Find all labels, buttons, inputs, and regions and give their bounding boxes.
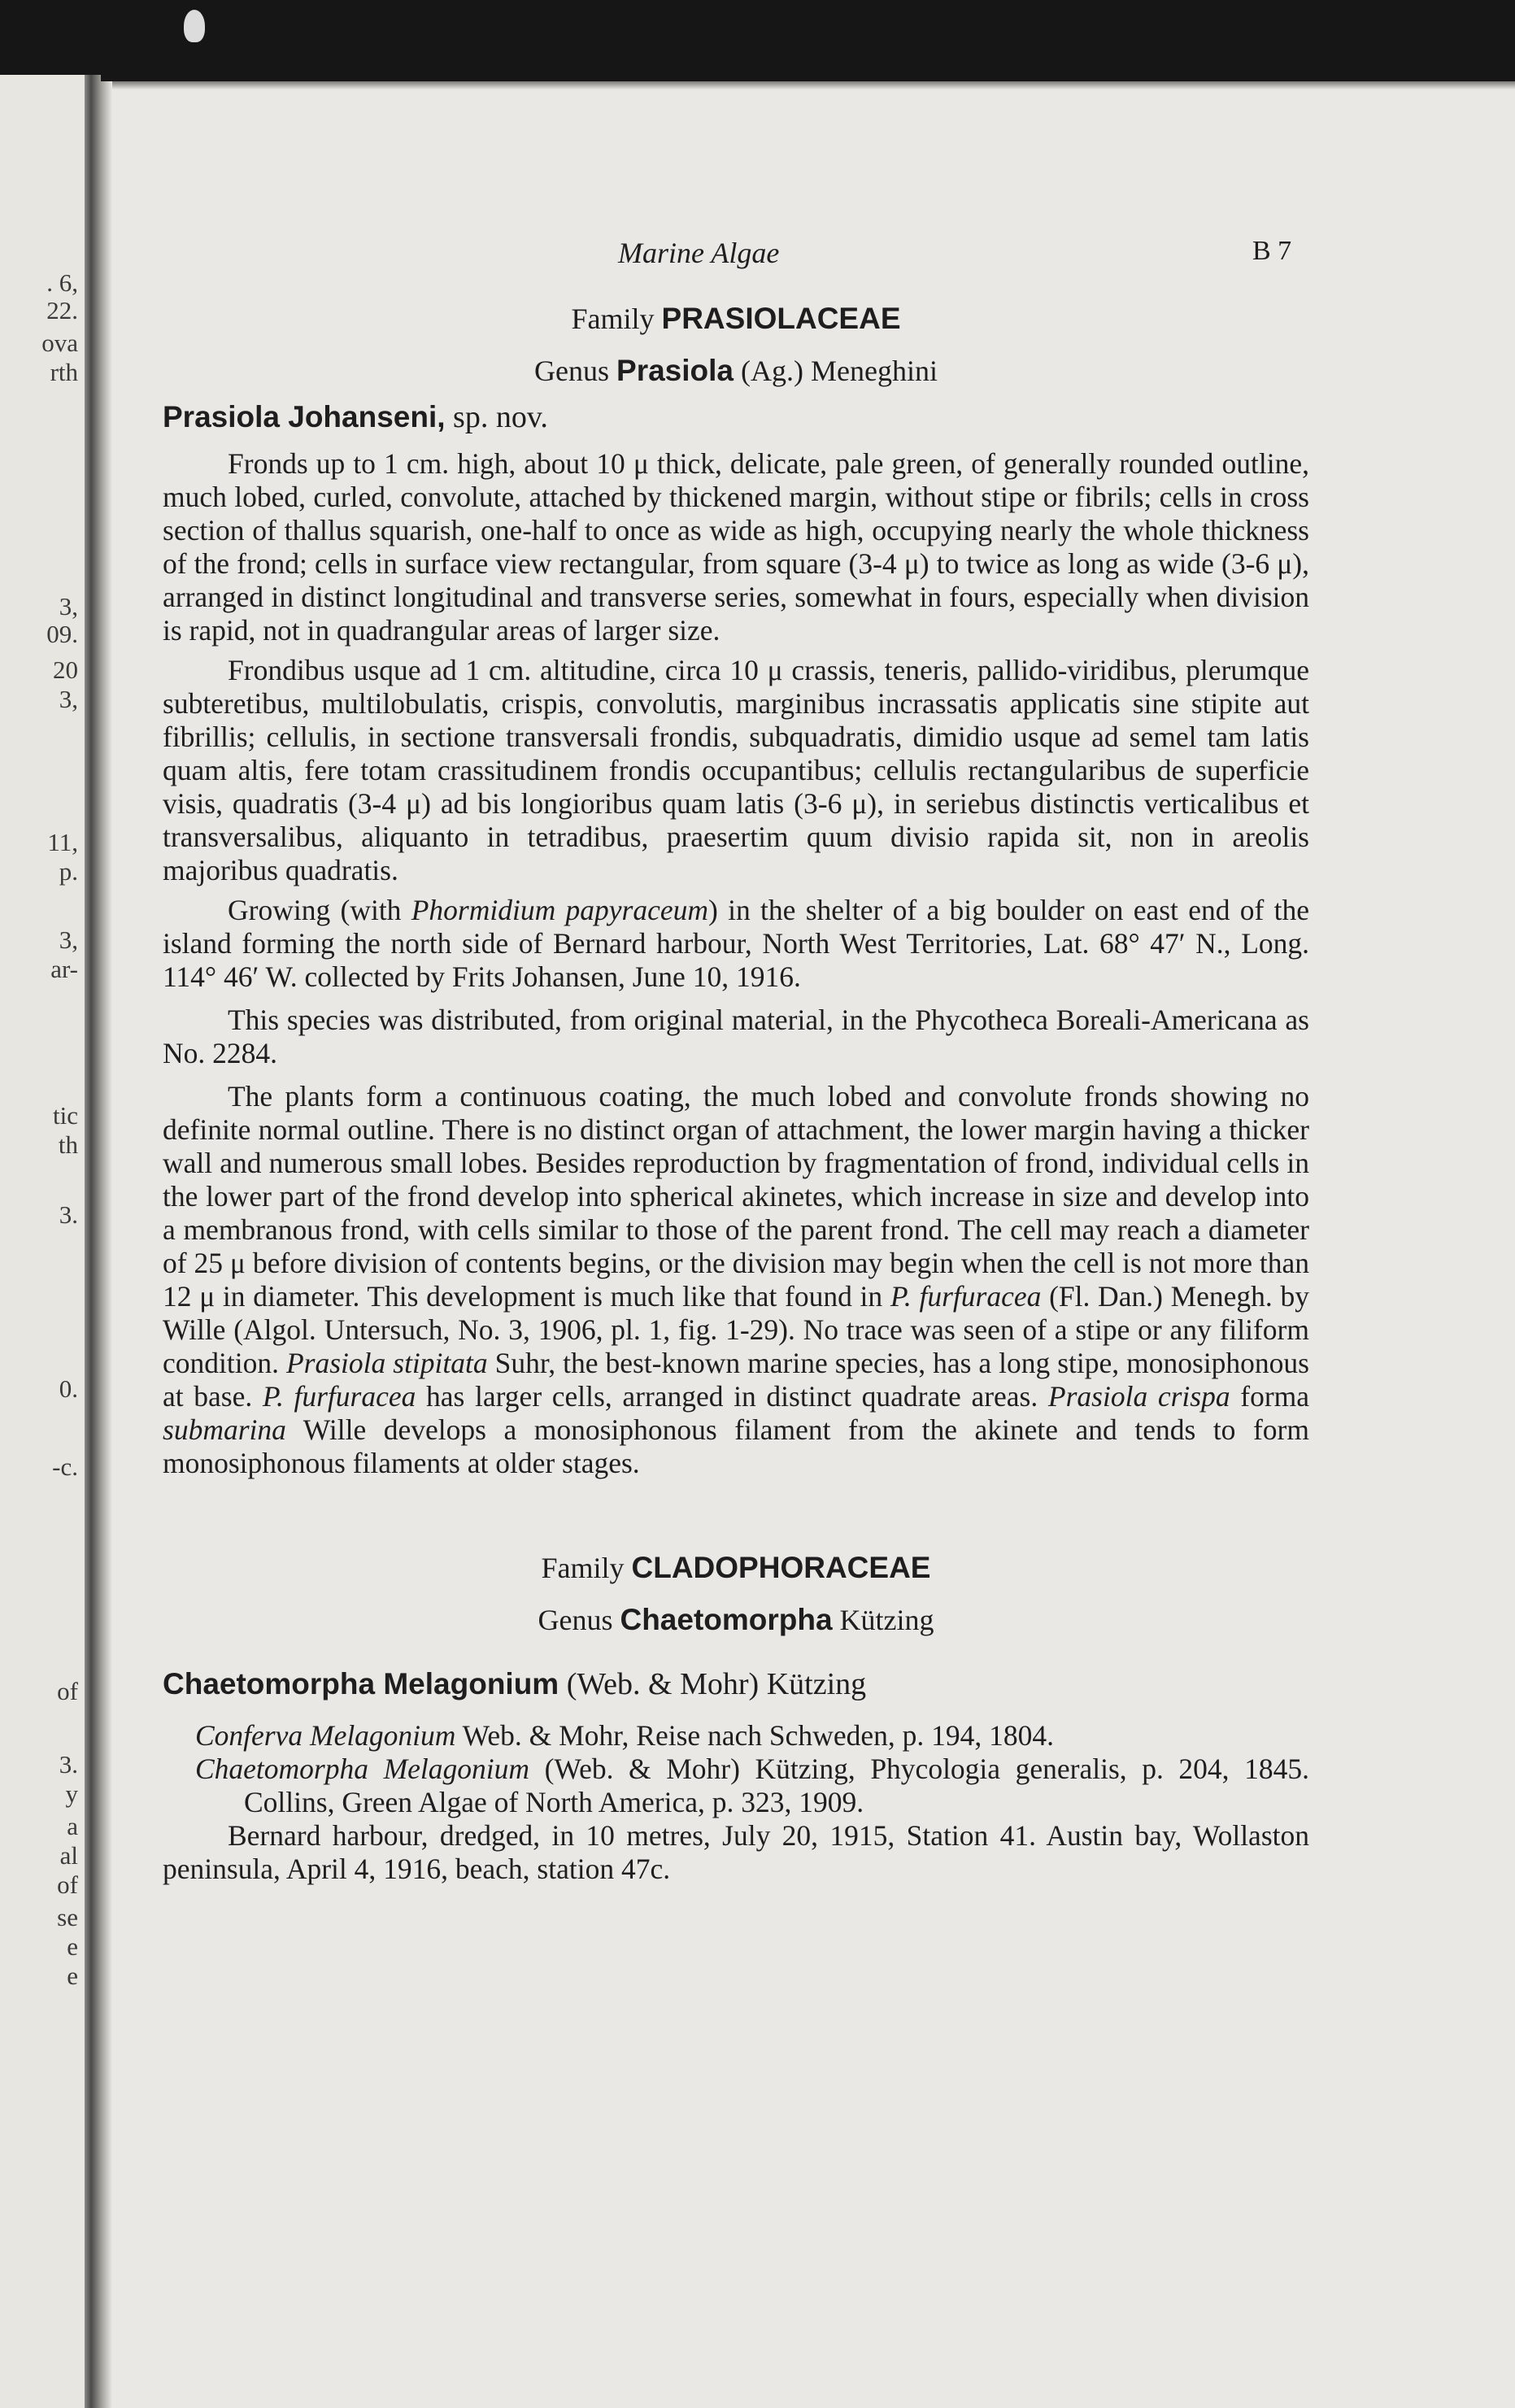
species-note: sp. nov. — [453, 400, 548, 434]
left-page-fragment: e — [67, 1962, 78, 1990]
genus-name: Prasiola — [616, 354, 734, 387]
species-heading-prasiola-johanseni — [163, 397, 1309, 438]
locality-paragraph: Bernard harbour, dredged, in 10 metres, July 20, 1915, Station 41. Austin bay, Wollaston peninsula, April 4, 1916, beach, station 47c. — [163, 1819, 1309, 1885]
genus-author: (Ag.) Meneghini — [741, 355, 938, 387]
page-number: B 7 — [1252, 236, 1292, 266]
left-page-edge — [0, 75, 85, 2408]
discussion-italic-1: P. furfuracea — [890, 1280, 1042, 1313]
left-page-fragment: al — [59, 1841, 78, 1870]
distribution-paragraph: This species was distributed, from original material, in the Phycotheca Boreali-Americana as No. 2284. — [163, 1004, 1309, 1069]
left-page-fragment: . 6, — [46, 268, 78, 297]
left-page-fragment: ar- — [50, 955, 78, 983]
family-name: PRASIOLACEAE — [661, 302, 901, 335]
family-heading-cladophoraceae — [163, 1548, 1309, 1587]
left-page-fragment: -c. — [52, 1452, 78, 1481]
genus-word: Genus — [538, 1604, 613, 1636]
book-gutter — [85, 75, 101, 2408]
page-top-edge — [101, 81, 1515, 89]
synonymy-reference-1 — [163, 1719, 1309, 1753]
left-page-fragment: of — [57, 1677, 78, 1705]
discussion-italic-3: P. furfuracea — [262, 1380, 416, 1413]
left-page-fragment: th — [58, 1130, 78, 1159]
left-page-fragment: tic — [53, 1101, 78, 1130]
reference-2-text: (Web. & Mohr) Kützing, Phycologia generalis, p. 204, 1845. Collins, Green Algae of North America, p. 323, 1909. — [244, 1753, 1309, 1818]
left-page-fragment: of — [57, 1870, 78, 1899]
description-english: Fronds up to 1 cm. high, about 10 μ thick, delicate, pale green, of generally rounded outline, much lobed, curled, convolute, attached by thickened margin, without stipe or fibrils; cells in cross section of thallus squarish, one-half to once as wide as high, occupying nearly the whole thickness of the frond; cells in surface view rectangular, from square (3-4 μ) to twice as long as wide (3-6 μ), arranged in distinct longitudinal and transverse series, somewhat in fours, especially when division is rapid, not in quadrangular areas of larger size. — [163, 447, 1309, 647]
species-heading-chaetomorpha-melagonium — [163, 1664, 1309, 1705]
genus-author: Kützing — [839, 1604, 934, 1636]
discussion-text-4: has larger cells, arranged in distinct quadrate areas. — [416, 1380, 1048, 1413]
family-word: Family — [571, 303, 655, 335]
left-page-fragments — [0, 75, 85, 2408]
left-page-fragment: rth — [50, 358, 78, 386]
left-page-fragment: se — [57, 1903, 78, 1931]
discussion-text-6: Wille develops a monosiphonous filament from the akinete and tends to form monosiphonous filaments at older stages. — [163, 1413, 1309, 1479]
species-name: Chaetomorpha Melagonium — [163, 1667, 559, 1700]
habitat-text-1: Growing (with — [228, 894, 411, 926]
genus-heading-prasiola — [163, 351, 1309, 390]
discussion-italic-5: submarina — [163, 1413, 286, 1446]
running-head-title: Marine Algae — [618, 237, 780, 269]
discussion-text-2: (Fl. Dan.) Menegh. by Wille (Algol. Untersuch, No. 3, 1906, pl. 1, fig. 1-29). No trace was seen of a stipe or any filiform condition. — [163, 1280, 1309, 1379]
discussion-text-3: Suhr, the best-known marine species, has a long stipe, monosiphonous at base. — [163, 1347, 1310, 1413]
discussion-text-5: forma — [1230, 1380, 1310, 1413]
left-page-fragment: 3. — [59, 1750, 78, 1779]
family-heading-prasiolaceae — [163, 299, 1309, 338]
left-page-fragment: a — [67, 1812, 78, 1840]
species-author: (Web. & Mohr) Kützing — [566, 1667, 867, 1701]
species-name: Prasiola Johanseni, — [163, 400, 446, 433]
habitat-species-italic: Phormidium papyraceum — [411, 894, 709, 926]
reference-1-text: Web. & Mohr, Reise nach Schweden, p. 194, 1804. — [455, 1719, 1054, 1752]
reference-2-italic: Chaetomorpha Melagonium — [195, 1753, 530, 1785]
genus-name: Chaetomorpha — [620, 1603, 833, 1636]
family-name: CLADOPHORACEAE — [631, 1551, 931, 1584]
genus-word: Genus — [534, 355, 610, 387]
left-page-fragment: 11, — [47, 828, 78, 856]
left-page-fragment: 3. — [59, 1200, 78, 1229]
left-page-fragment: 3, — [59, 592, 78, 621]
synonymy-reference-2 — [163, 1753, 1309, 1819]
description-latin: Frondibus usque ad 1 cm. altitudine, circa 10 μ crassis, teneris, pallido-viridibus, plerumque subteretibus, multilobulatis, crispis, convolutis, marginibus incrassatis applicatis sine stipite aut fibrillis; cellulis, in sectione transversali frondis, subquadratis, dimidio usque ad semel tam latis quam altis, fere totam crassitudinem frondis occupantibus; cellulis rectangularibus de superficie visis, quadratis (3-4 μ) ad bis longioribus quam latis (3-6 μ), in seriebus distinctis verticalibus et transversalibus, aliquanto in tetradibus, praesertim quum divisio rapida sit, non in areolis majoribus quadratis. — [163, 654, 1309, 886]
discussion-text-1: The plants form a continuous coating, the much lobed and convolute fronds showing no definite normal outline. There is no distinct organ of attachment, the lower margin having a thicker wall and numerous small lobes. Besides reproduction by fragmentation of frond, individual cells in the lower part of the frond develop into spherical akinetes, which increase in size and develop into a membranous frond, with cells similar to those of the parent frond. The cell may reach a diameter of 25 μ before division of contents begins, or the division may begin when the cell is not more than 12 μ in diameter. This development is much like that found in — [163, 1080, 1309, 1313]
genus-heading-chaetomorpha — [163, 1600, 1309, 1639]
left-page-fragment: ova — [41, 329, 78, 357]
habitat-text-2: ) in the shelter of a big boulder on east end of the island forming the north side of Bernard harbour, North West Territories, Lat. 68° 47′ N., Long. 114° 46′ W. collected by Frits Johansen, June 10, 1916. — [163, 894, 1309, 993]
left-page-fragment: p. — [59, 857, 78, 886]
left-page-fragment: 22. — [46, 296, 78, 324]
page-binding-edge — [101, 81, 112, 2408]
discussion-italic-4: Prasiola crispa — [1047, 1380, 1230, 1413]
left-page-fragment: 0. — [59, 1374, 78, 1403]
left-page-fragment: y — [65, 1779, 78, 1808]
discussion-italic-2: Prasiola stipitata — [285, 1347, 488, 1379]
left-page-fragment: 09. — [46, 620, 78, 648]
reference-1-italic: Conferva Melagonium — [195, 1719, 456, 1752]
scan-mark — [184, 10, 205, 42]
discussion-paragraph — [163, 1080, 1309, 1480]
page-body — [163, 236, 1309, 1886]
family-word: Family — [541, 1552, 625, 1584]
left-page-fragment: 20 — [53, 655, 78, 684]
left-page-fragment: 3, — [59, 685, 78, 713]
left-page-fragment: e — [67, 1932, 78, 1961]
left-page-fragment: 3, — [59, 925, 78, 954]
habitat-paragraph — [163, 894, 1309, 994]
